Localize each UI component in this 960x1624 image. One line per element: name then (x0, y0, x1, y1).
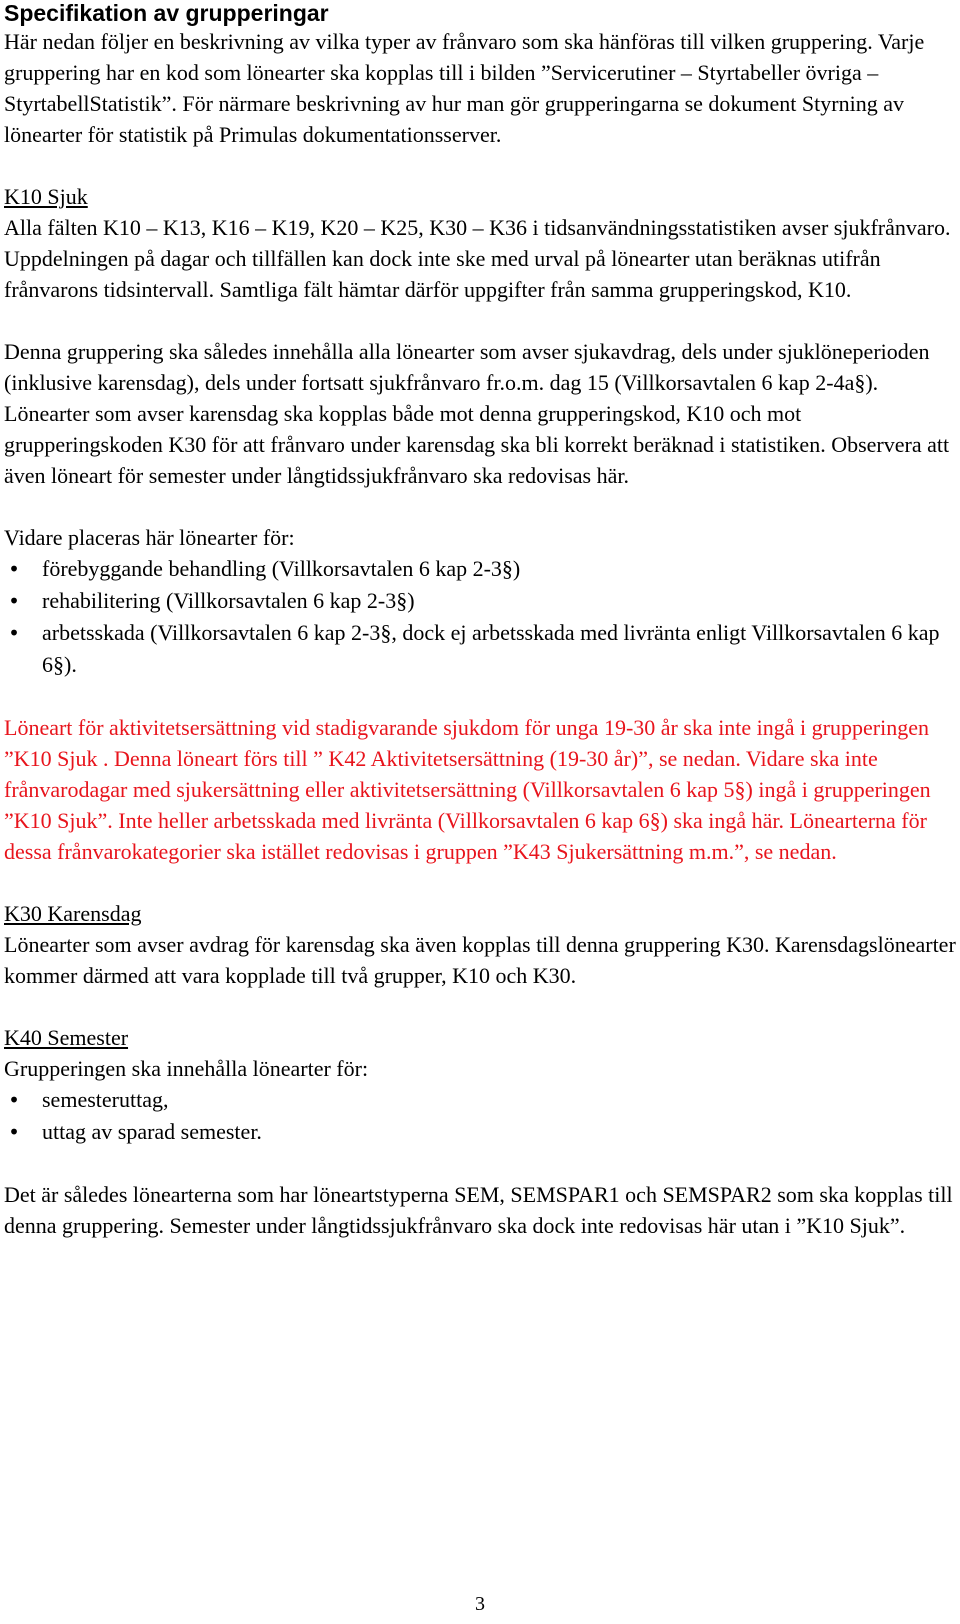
spacer (4, 305, 956, 336)
bullet-icon: • (8, 557, 20, 581)
k40-bullet-list (4, 1084, 956, 1148)
list-item-text: semesteruttag, (42, 1087, 169, 1112)
k10-bullet-list (4, 553, 956, 681)
document-title: Specifikation av grupperingar (4, 0, 329, 26)
spacer (4, 1148, 956, 1179)
bullet-icon: • (8, 589, 20, 613)
k10-paragraph-2: Denna gruppering ska således innehålla alla lönearter som avser sjukavdrag, dels under sjuklöneperioden (inklusive karensdag), dels under fortsatt sjukfrånvaro fr.o.m. dag 15 (Villkorsavtalen 6 kap 2-4a§). Lönearter som avser karensdag ska kopplas både mot denna grupperingskod, K10 och mot grupperingskoden K30 för att frånvaro under karensdag ska bli korrekt beräknad i statistiken. Observera att även löneart för semester under långtidssjukfrånvaro ska redovisas här. (4, 339, 950, 488)
page-number: 3 (475, 1593, 485, 1615)
list-item-text: förebyggande behandling (Villkorsavtalen 6 kap 2-3§) (42, 556, 521, 581)
list-item (4, 617, 956, 681)
spacer (4, 867, 956, 898)
k40-paragraph-2: Det är således lönearterna som har löneartstyperna SEM, SEMSPAR1 och SEMSPAR2 som ska kopplas till denna gruppering. Semester under långtidssjukfrånvaro ska dock inte redovisas här utan i ”K10 Sjuk”. (4, 1182, 953, 1238)
bullet-icon: • (8, 621, 20, 645)
k30-paragraph-1: Lönearter som avser avdrag för karensdag ska även kopplas till denna gruppering K30. Karensdagslönearter kommer därmed att vara kopplade till två grupper, K10 och K30. (4, 932, 956, 988)
spacer (4, 491, 956, 522)
spacer (4, 150, 956, 181)
section-k40 (4, 1022, 956, 1241)
list-item (4, 1116, 956, 1148)
k40-heading: K40 Semester (4, 1025, 129, 1050)
list-item-text: arbetsskada (Villkorsavtalen 6 kap 2-3§, dock ej arbetsskada med livränta enligt Villkorsavtalen 6 kap 6§). (42, 620, 940, 677)
k10-paragraph-1: Alla fälten K10 – K13, K16 – K19, K20 – K25, K30 – K36 i tidsanvändningsstatistiken avser sjukfrånvaro. Uppdelningen på dagar och tillfällen kan dock inte ske med urval på lönearter utan beräknas utifrån frånvarons tidsintervall. Samtliga fält hämtar därför uppgifter från samma grupperingskod, K10. (4, 215, 951, 302)
k40-paragraph-1: Grupperingen ska innehålla lönearter för: (4, 1056, 369, 1081)
intro-paragraph: Här nedan följer en beskrivning av vilka typer av frånvaro som ska hänföras till vilken gruppering. Varje gruppering har en kod som lönearter ska kopplas till i bilden ”Servicerutiner – Styrtabeller övriga – StyrtabellStatistik”. För närmare beskrivning av hur man gör grupperingarna se dokument Styrning av lönearter för statistik på Primulas dokumentationsserver. (4, 29, 925, 147)
list-item (4, 1084, 956, 1116)
section-k30 (4, 898, 956, 991)
document-page (4, 0, 956, 1241)
k10-heading: K10 Sjuk (4, 184, 88, 209)
bullet-icon: • (8, 1088, 20, 1112)
k30-heading: K30 Karensdag (4, 901, 142, 926)
section-k10 (4, 181, 956, 867)
list-item (4, 553, 956, 585)
k10-paragraph-3: Vidare placeras här lönearter för: (4, 525, 295, 550)
list-item-text: uttag av sparad semester. (42, 1119, 262, 1144)
list-item-text: rehabilitering (Villkorsavtalen 6 kap 2-3§) (42, 588, 415, 613)
k10-red-note: Löneart för aktivitetsersättning vid stadigvarande sjukdom för unga 19-30 år ska inte ingå i grupperingen ”K10 Sjuk . Denna löneart förs till ” K42 Aktivitetsersättning (19-30 år)”, se nedan. Vidare ska inte frånvarodagar med sjukersättning eller aktivitetsersättning (Villkorsavtalen 6 kap 5§) ingå i grupperingen ”K10 Sjuk”. Inte heller arbetsskada med livränta (Villkorsavtalen 6 kap 6§) ska ingå här. Lönearterna för dessa frånvarokategorier ska istället redovisas i gruppen ”K43 Sjukersättning m.m.”, se nedan. (4, 715, 931, 864)
spacer (4, 681, 956, 712)
list-item (4, 585, 956, 617)
spacer (4, 991, 956, 1022)
bullet-icon: • (8, 1120, 20, 1144)
